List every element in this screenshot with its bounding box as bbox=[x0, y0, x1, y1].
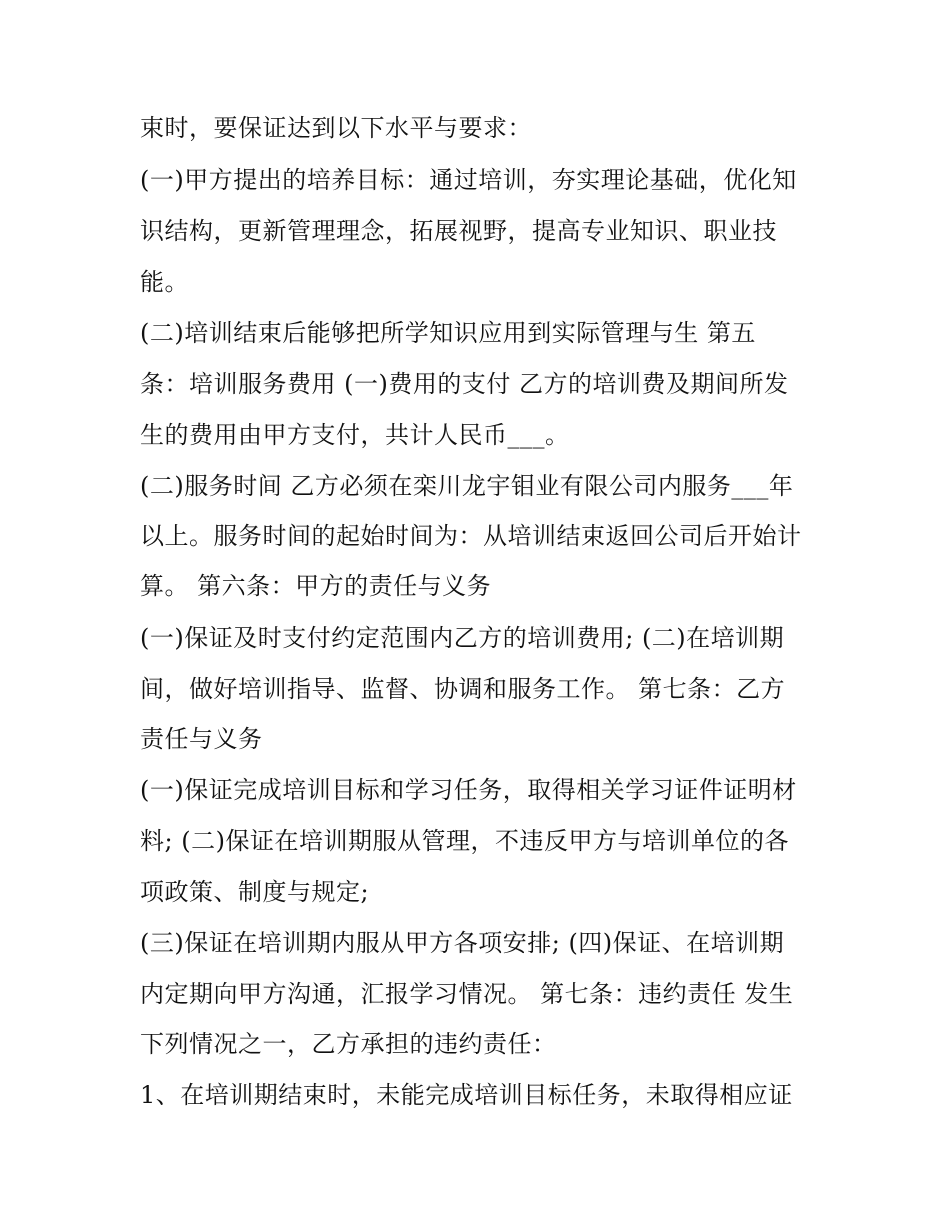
text-line: (二)培训结束后能够把所学知识应用到实际管理与生 第五 bbox=[140, 319, 756, 347]
text-line: (一)保证及时支付约定范围内乙方的培训费用; (二)在培训期 bbox=[140, 624, 785, 652]
text-line: (三)保证在培训期内服从甲方各项安排; (四)保证、在培训期 bbox=[140, 929, 785, 957]
text-line: 算。 第六条：甲方的责任与义务 bbox=[140, 572, 492, 600]
text-line: 生的费用由甲方支付，共计人民币___。 bbox=[140, 421, 570, 449]
text-line: (二)服务时间 乙方必须在栾川龙宇钼业有限公司内服务___年 bbox=[140, 472, 794, 500]
text-line: 项政策、制度与规定; bbox=[140, 878, 370, 906]
text-line: 下列情况之一，乙方承担的违约责任： bbox=[140, 1030, 557, 1058]
text-line: 责任与义务 bbox=[140, 725, 263, 753]
text-line: 束时，要保证达到以下水平与要求： bbox=[140, 114, 532, 142]
text-line: (一)甲方提出的培养目标：通过培训，夯实理论基础，优化知 bbox=[140, 166, 797, 194]
text-line: (一)保证完成培训目标和学习任务，取得相关学习证件证明材 bbox=[140, 776, 797, 804]
text-line: 以上。服务时间的起始时间为：从培训结束返回公司后开始计 bbox=[140, 522, 802, 550]
text-line: 识结构，更新管理理念，拓展视野，提高专业知识、职业技 bbox=[140, 217, 777, 245]
text-line: 内定期向甲方沟通，汇报学习情况。 第七条：违约责任 发生 bbox=[140, 980, 794, 1008]
text-line: 料; (二)保证在培训期服从管理，不违反甲方与培训单位的各 bbox=[140, 827, 789, 855]
text-line: 条：培训服务费用 (一)费用的支付 乙方的培训费及期间所发 bbox=[140, 370, 789, 398]
text-line: 1、在培训期结束时，未能完成培训目标任务，未取得相应证 bbox=[140, 1081, 793, 1109]
text-line: 能。 bbox=[140, 268, 189, 296]
text-line: 间，做好培训指导、监督、协调和服务工作。 第七条：乙方 bbox=[140, 675, 786, 703]
